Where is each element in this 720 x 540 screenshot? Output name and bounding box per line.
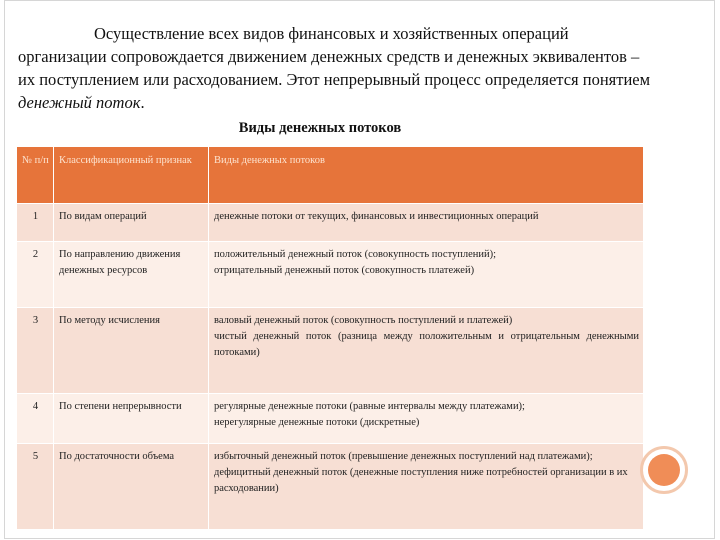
table-row [17,308,644,394]
type-line: нерегулярные денежные потоки (дискретные) [214,417,420,428]
row-criterion: По достаточности объема [54,444,209,530]
row-types [209,204,644,242]
type-line: валовый денежный поток (совокупность поступлений и платежей) [214,315,513,326]
type-line: дефицитный денежный поток (денежные поступления ниже потребностей организации в их расходовании) [214,467,628,494]
row-types [209,308,644,394]
table-row [17,394,644,444]
table-row [17,444,644,530]
intro-end: . [140,93,145,112]
row-number: 5 [17,444,54,530]
table-title: Виды денежных потоков [238,120,402,136]
header-number: № п/п [17,147,54,204]
type-line: денежные потоки от текущих, финансовых и инвестиционных операций [214,211,539,222]
header-criterion: Классификационный признак [54,147,209,204]
row-types [209,444,644,530]
type-line: избыточный денежный поток (превышение денежных поступлений над платежами); [214,451,593,462]
intro-paragraph [18,22,658,114]
row-number: 2 [17,242,54,308]
row-criterion: По направлению движения денежных ресурсов [54,242,209,308]
type-line: регулярные денежные потоки (равные интервалы между платежами); [214,401,525,412]
row-number: 3 [17,308,54,394]
table-header-row [17,147,644,204]
intro-term: денежный поток [18,93,141,112]
decorative-circle-fill [648,454,680,486]
type-line: чистый денежный поток (разница между положительным и отрицательным денежными потоками) [214,331,639,358]
row-criterion: По видам операций [54,204,209,242]
row-types [209,242,644,308]
row-types [209,394,644,444]
row-criterion: По методу исчисления [54,308,209,394]
header-types: Виды денежных потоков [209,147,644,204]
intro-text: Осуществление всех видов финансовых и хозяйственных операций организации сопровождается движением денежных средств и денежных эквивалентов – их поступлением или расходованием. Этот непрерывный процесс определяется понятием [18,24,651,89]
row-number: 1 [17,204,54,242]
cash-flow-table [16,146,644,530]
table-row [17,242,644,308]
table-row [17,204,644,242]
row-criterion: По степени непрерывности [54,394,209,444]
type-line: положительный денежный поток (совокупность поступлений); [214,249,497,260]
row-number: 4 [17,394,54,444]
type-line: отрицательный денежный поток (совокупность платежей) [214,265,475,276]
